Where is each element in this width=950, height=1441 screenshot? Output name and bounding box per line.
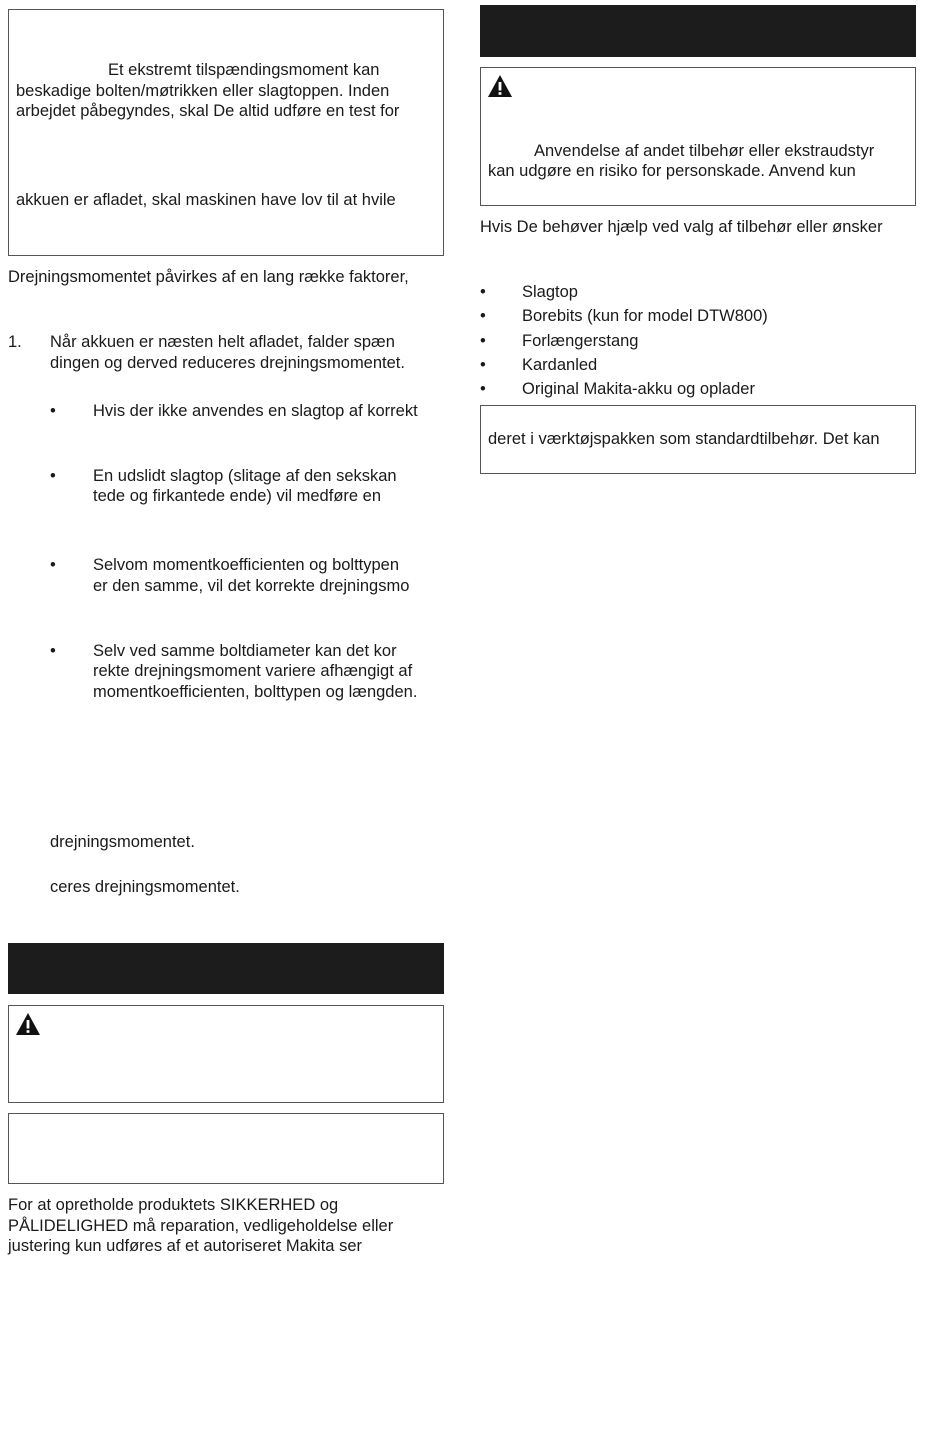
accessory-note-text: deret i værktøjspakken som standardtilbehør. Det kan	[488, 430, 880, 448]
bullet-symbol: •	[50, 467, 56, 485]
torque-note-box	[8, 9, 444, 256]
bullet-symbol: •	[50, 642, 56, 660]
accessory-item: Slagtop	[522, 283, 578, 301]
bullet-text: Selvom momentkoefficienten og bolttypen	[93, 556, 400, 574]
section-header-bar	[8, 943, 444, 994]
accessory-item: Forlængerstang	[522, 332, 639, 350]
intro-paragraph: Drejningsmomentet påvirkes af en lang række faktorer,	[8, 268, 409, 286]
bullet-text: En udslidt slagtop (slitage af den sekskan	[93, 467, 397, 485]
bullet-text: momentkoefficienten, bolttypen og længden.	[93, 683, 418, 701]
bullet-symbol: •	[50, 556, 56, 574]
accessory-item: Original Makita-akku og oplader	[522, 380, 755, 398]
caution-line: kan udgøre en risiko for personskade. Anvend kun	[488, 162, 856, 180]
warning-triangle-icon	[15, 1012, 41, 1036]
caution-box	[480, 67, 916, 206]
caution-line: Anvendelse af andet tilbehør eller ekstraudstyr	[534, 142, 875, 160]
bullet-symbol: •	[480, 356, 486, 374]
list-item-text: Når akkuen er næsten helt afladet, falder spæn	[50, 333, 395, 351]
bullet-text: Selv ved samme boltdiameter kan det kor	[93, 642, 397, 660]
bullet-symbol: •	[50, 402, 56, 420]
accessory-item: Borebits (kun for model DTW800)	[522, 307, 768, 325]
bullet-symbol: •	[480, 307, 486, 325]
section-header-bar	[480, 5, 916, 57]
tail-text: ceres drejningsmomentet.	[50, 878, 240, 896]
accessory-item: Kardanled	[522, 356, 598, 374]
bullet-text: rekte drejningsmoment variere afhængigt af	[93, 662, 413, 680]
note-line: akkuen er afladet, skal maskinen have lov til at hvile	[16, 191, 396, 209]
bullet-symbol: •	[480, 380, 486, 398]
note-line: Et ekstremt tilspændingsmoment kan	[108, 61, 380, 79]
warning-triangle-icon	[487, 74, 513, 98]
bullet-text: tede og firkantede ende) vil medføre en	[93, 487, 382, 505]
help-paragraph: Hvis De behøver hjælp ved valg af tilbehør eller ønsker	[480, 218, 883, 236]
list-item-text: dingen og derved reduceres drejningsmomentet.	[50, 354, 405, 372]
warning-box	[8, 1005, 444, 1103]
bullet-symbol: •	[480, 283, 486, 301]
bullet-symbol: •	[480, 332, 486, 350]
service-text-line: justering kun udføres af et autoriseret Makita ser	[8, 1237, 362, 1255]
bullet-text: Hvis der ikke anvendes en slagtop af korrekt	[93, 402, 418, 420]
note-box	[8, 1113, 444, 1184]
service-text-line: For at opretholde produktets SIKKERHED og	[8, 1196, 339, 1214]
service-text-line: PÅLIDELIGHED må reparation, vedligeholdelse eller	[8, 1217, 394, 1235]
note-line: arbejdet påbegyndes, skal De altid udføre en test for	[16, 102, 400, 120]
note-line: beskadige bolten/møtrikken eller slagtoppen. Inden	[16, 82, 390, 100]
bullet-text: er den samme, vil det korrekte drejningsmo	[93, 577, 410, 595]
tail-text: drejningsmomentet.	[50, 833, 195, 851]
list-item-number: 1.	[8, 333, 22, 351]
